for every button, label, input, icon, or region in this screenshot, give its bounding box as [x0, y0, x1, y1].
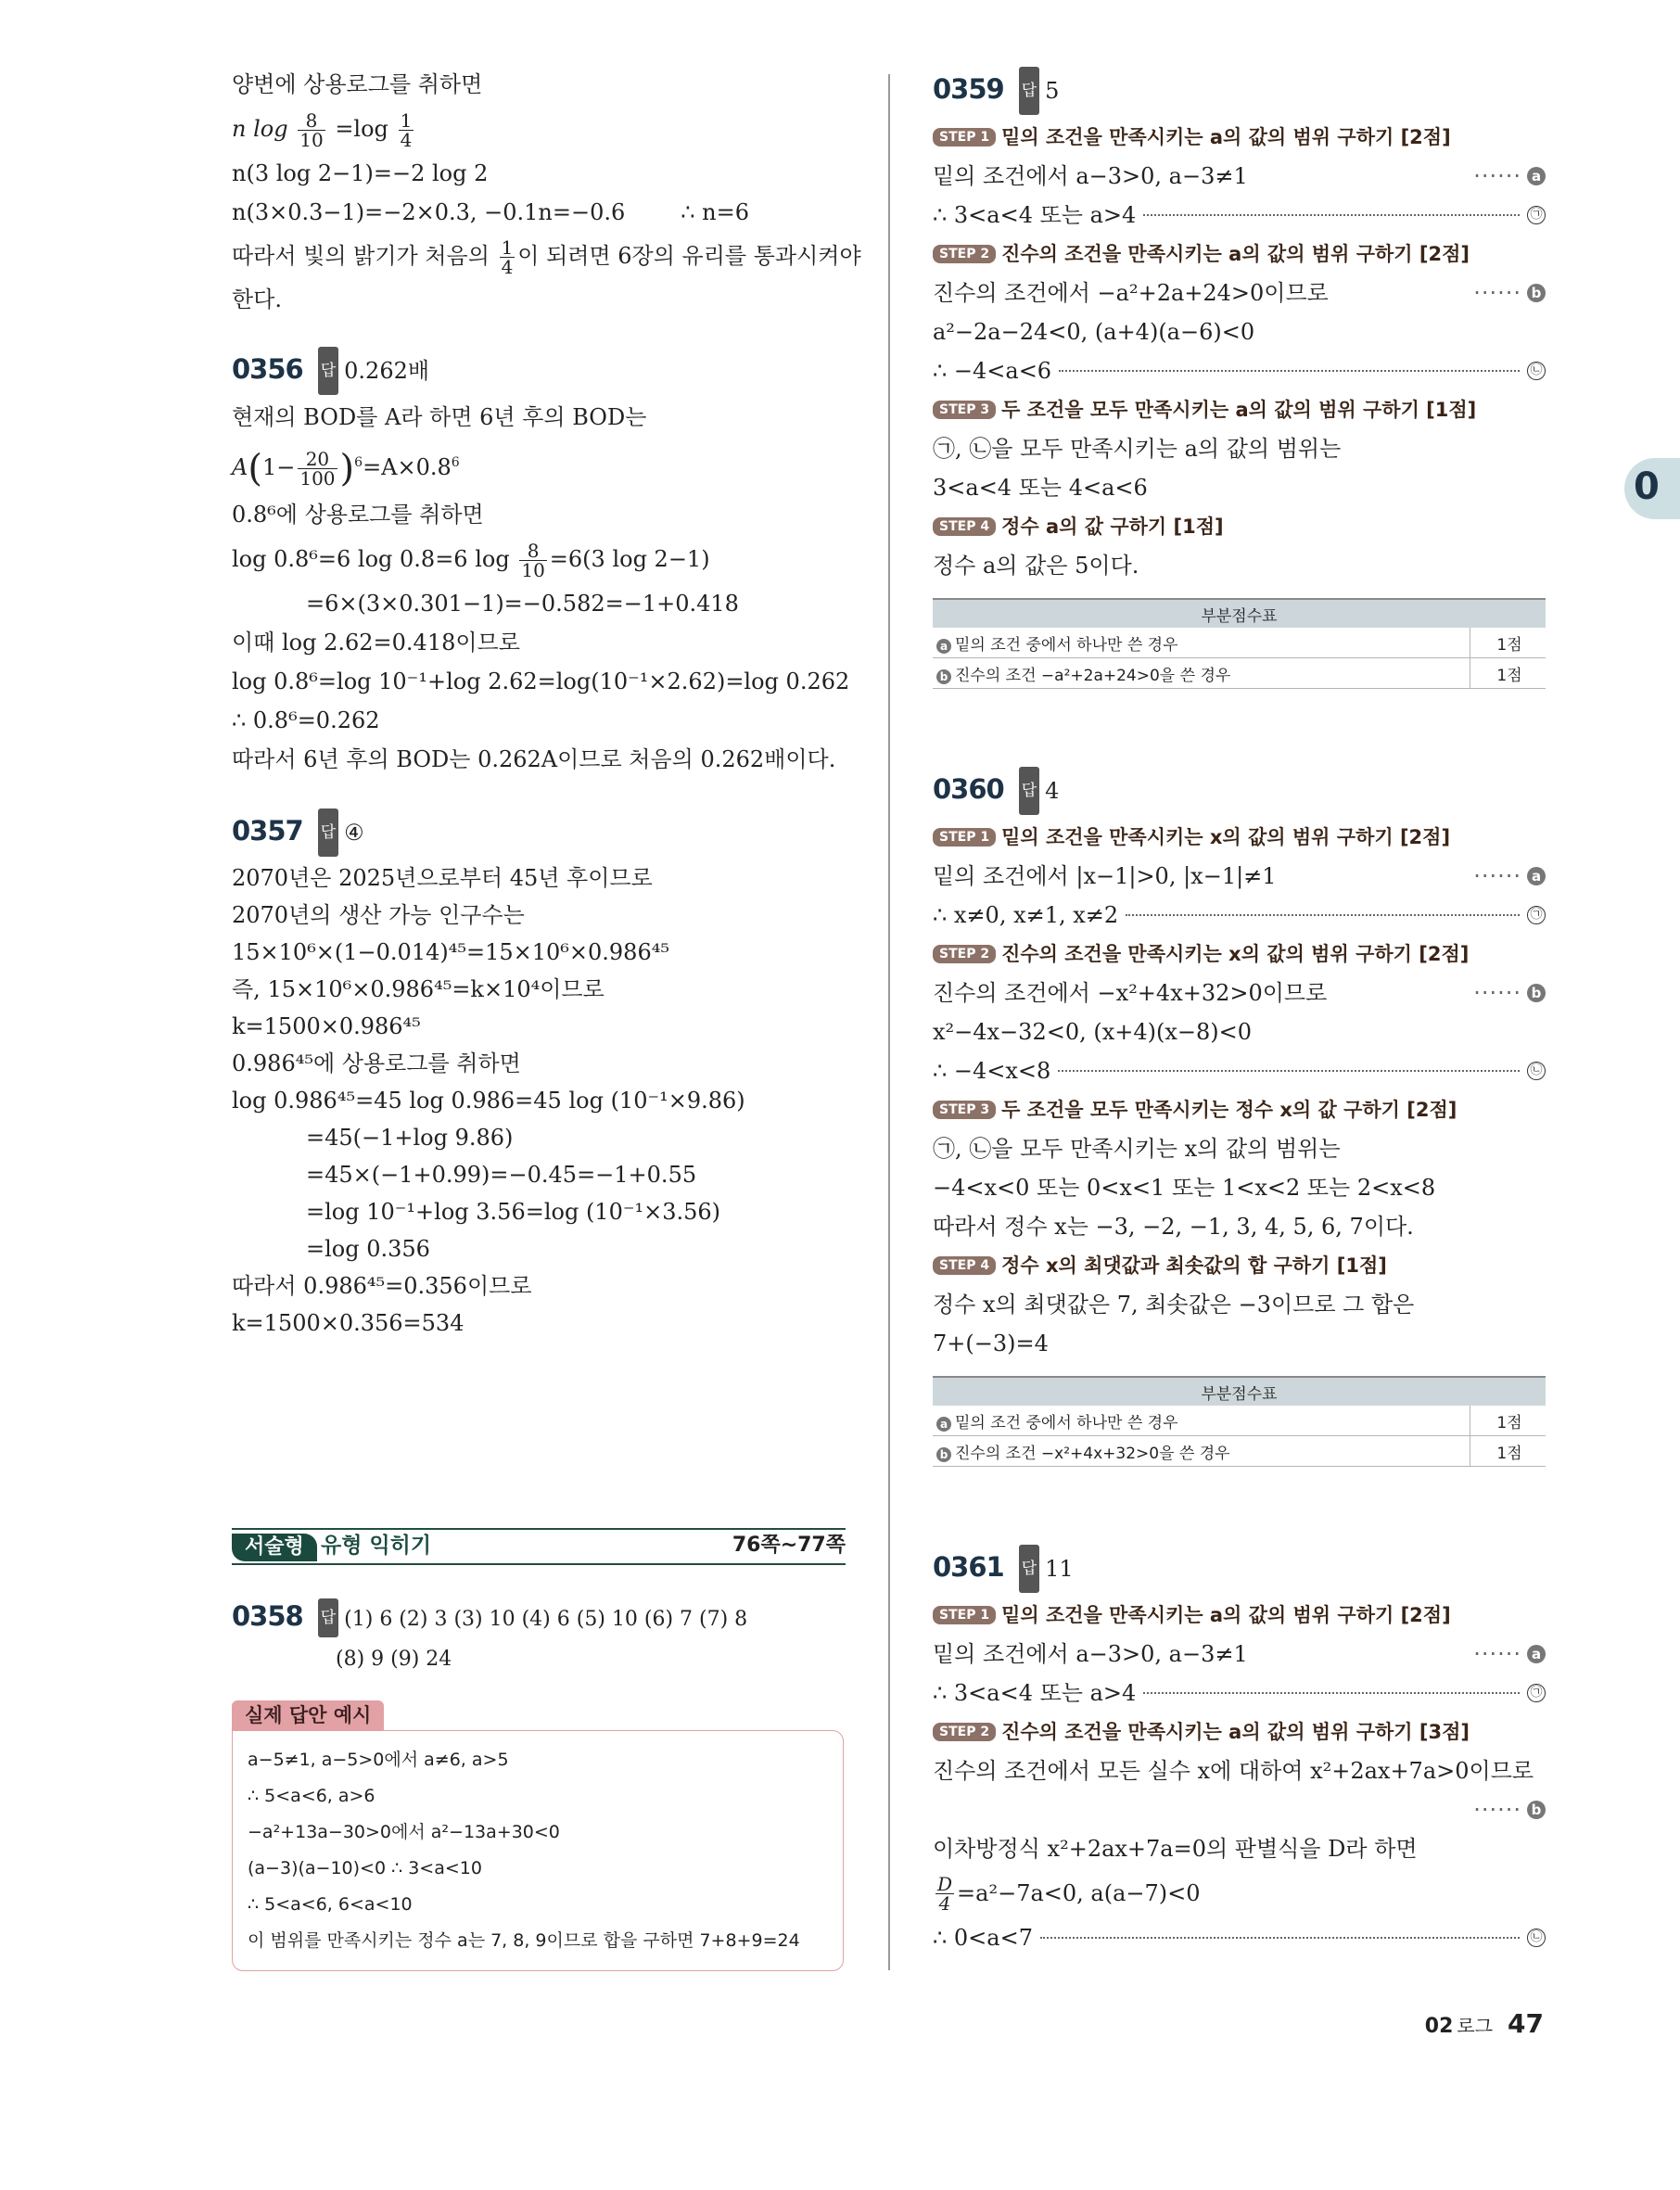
text-line: 2070년은 2025년으로부터 45년 후이므로 [232, 864, 653, 891]
score-marker-a: a [1527, 867, 1546, 885]
partial-score-table [933, 598, 1546, 689]
step-heading: STEP 1 밑의 조건을 만족시키는 a의 값의 범위 구하기 [2점] [933, 118, 1546, 157]
solution-line: 정수 a의 값은 5이다. [933, 553, 1139, 579]
solution-line: ∴ −4<x<8 ㉡ [933, 1051, 1546, 1090]
equation-line: ∴ 0.8⁶=0.262 [232, 707, 380, 733]
equation-line: =45×(−1+0.99)=−0.45=−1+0.55 [306, 1161, 697, 1188]
answer-badge: 답 [318, 809, 338, 857]
handwritten-line: a−5≠1, a−5>0에서 a≠6, a>5 [248, 1750, 509, 1770]
problem-header-0358 [232, 1597, 848, 1640]
table-header: 부분점수표 [933, 599, 1546, 628]
score-marker-b: b [1527, 984, 1546, 1002]
answer-value: 11 [1045, 1556, 1074, 1582]
text-line: 따라서 빛의 밝기가 처음의 $\frac{1}{4}$ 이 되려면 6장의 유리를 통과시켜야 [232, 236, 861, 278]
section-tag: 서술형 [232, 1534, 317, 1561]
solution-line: 밑의 조건에서 a−3>0, a−3≠1 ······ a [933, 157, 1546, 196]
problem-number: 0361 [933, 1551, 1004, 1583]
step-heading: STEP 2 진수의 조건을 만족시키는 a의 값의 범위 구하기 [3점] [933, 1713, 1546, 1751]
text-line: 0.8⁶에 상용로그를 취하면 [232, 501, 484, 528]
table-row: b 진수의 조건 −x²+4x+32>0을 쓴 경우 1점 [933, 1436, 1546, 1467]
table-row: a 밑의 조건 중에서 하나만 쓴 경우 1점 [933, 1406, 1546, 1436]
equation-line: =45(−1+log 9.86) [306, 1124, 514, 1151]
solution-line: x²−4x−32<0, (x+4)(x−8)<0 [933, 1019, 1253, 1045]
step-badge: STEP 4 [933, 1256, 996, 1275]
step-badge: STEP 1 [933, 828, 996, 847]
step-badge: STEP 2 [933, 945, 996, 963]
answer-badge: 답 [318, 347, 338, 395]
text-line: 이때 log 2.62=0.418이므로 [232, 629, 520, 656]
fraction: $\frac{20}{100}$ [299, 448, 336, 490]
equation-line: log 0.8⁶=log 10⁻¹+log 2.62=log(10⁻¹×2.62)=log 0.262 [232, 668, 850, 694]
problem-number: 0358 [232, 1600, 303, 1632]
equation-line: =log 10⁻¹+log 3.56=log (10⁻¹×3.56) [306, 1198, 721, 1225]
handwritten-line: 이 범위를 만족시키는 정수 a는 7, 8, 9이므로 합을 구하면 7+8+9=24 [248, 1930, 800, 1951]
solution-line: 3<a<4 또는 4<a<6 [933, 475, 1148, 501]
table-header: 부분점수표 [933, 1377, 1546, 1406]
text-line: 현재의 BOD를 A라 하면 6년 후의 BOD는 [232, 404, 647, 430]
answer-value: 4 [1045, 778, 1060, 804]
problem-header-0356 [232, 345, 848, 398]
step-badge: STEP 2 [933, 245, 996, 263]
circled-marker: ㉠ [1527, 206, 1546, 224]
solution-line: ∴ x≠0, x≠1, x≠2 ㉠ [933, 896, 1546, 935]
equation-line: =6×(3×0.301−1)=−0.582=−1+0.418 [306, 590, 739, 617]
step-badge: STEP 4 [933, 517, 996, 536]
solution-line: a²−2a−24<0, (a+4)(a−6)<0 [933, 319, 1255, 345]
equation-line: n log $\frac{8}{10}$ =log $\frac{1}{4}$ [232, 109, 413, 151]
solution-line: −4<x<0 또는 0<x<1 또는 1<x<2 또는 2<x<8 [933, 1175, 1436, 1201]
solution-line: ∴ 0<a<7 ㉡ [933, 1918, 1546, 1957]
solution-line: ∴ 3<a<4 또는 a>4 ㉠ [933, 1674, 1546, 1713]
sample-answer-box [232, 1730, 844, 1971]
fraction: $\frac{8}{10}$ [521, 539, 545, 581]
equation-line: =log 0.356 [306, 1235, 430, 1262]
equation-line: 15×10⁶×(1−0.014)⁴⁵=15×10⁶×0.986⁴⁵ [232, 938, 669, 965]
text-line: 양변에 상용로그를 취하면 [232, 71, 483, 97]
chapter-name: 로그 [1457, 2015, 1494, 2037]
circled-marker: ㉠ [1527, 1684, 1546, 1702]
problem-header-0357 [232, 807, 848, 859]
answer-badge: 답 [1019, 767, 1039, 815]
left-column [232, 65, 861, 1342]
partial-score-table [933, 1376, 1546, 1467]
step-heading: STEP 3 두 조건을 모두 만족시키는 정수 x의 값 구하기 [2점] [933, 1090, 1546, 1129]
solution-line: 정수 x의 최댓값은 7, 최솟값은 −3이므로 그 합은 [933, 1292, 1415, 1318]
handwritten-line: −a²+13a−30>0에서 a²−13a+30<0 [248, 1822, 560, 1842]
text-line: 따라서 6년 후의 BOD는 0.262A이므로 처음의 0.262배이다. [232, 745, 836, 772]
solution-line: $\frac{D}{4}$ =a²−7a<0, a(a−7)<0 [937, 1872, 1201, 1915]
step-heading: STEP 3 두 조건을 모두 만족시키는 a의 값의 범위 구하기 [1점] [933, 390, 1546, 429]
step-heading: STEP 2 진수의 조건을 만족시키는 a의 값의 범위 구하기 [2점] [933, 235, 1546, 274]
solution-line: 진수의 조건에서 모든 실수 x에 대하여 x²+2ax+7a>0이므로 [933, 1758, 1534, 1784]
solution-line: 따라서 정수 x는 −3, −2, −1, 3, 4, 5, 6, 7이다. [933, 1214, 1414, 1240]
page-number: 47 [1508, 2008, 1544, 2039]
handwritten-line: ∴ 5<a<6, a>6 [248, 1786, 375, 1806]
equation-line: k=1500×0.986⁴⁵ [232, 1012, 421, 1039]
equation-line: A(1− $\frac{20}{100}$ )$^6=A\times 0.8^6$ [232, 447, 460, 490]
solution-line: ㉠, ㉡을 모두 만족시키는 x의 값의 범위는 [933, 1136, 1341, 1162]
step-badge: STEP 3 [933, 401, 996, 419]
text-line: 2070년의 생산 가능 인구수는 [232, 901, 525, 928]
handwritten-line: ∴ 5<a<6, 6<a<10 [248, 1894, 413, 1915]
problem-number: 0357 [232, 814, 303, 847]
equation-line: n(3×0.3−1)=−2×0.3, −0.1n=−0.6 ∴ n=6 [232, 199, 749, 225]
answer-badge: 답 [1019, 1545, 1039, 1593]
equation-line: 즉, 15×10⁶×0.986⁴⁵=k×10⁴이므로 [232, 975, 605, 1002]
equation-line: k=1500×0.356=534 [232, 1309, 465, 1336]
solution-line: ∴ 3<a<4 또는 a>4 ㉠ [933, 196, 1546, 235]
circled-marker: ㉡ [1527, 1929, 1546, 1947]
problem-number: 0360 [933, 773, 1004, 805]
solution-line: 진수의 조건에서 −a²+2a+24>0이므로 ······ b [933, 274, 1546, 312]
answer-value: 0.262배 [344, 358, 430, 384]
sample-answer-label: 실제 답안 예시 [232, 1700, 384, 1730]
solution-line: 밑의 조건에서 a−3>0, a−3≠1 ······ a [933, 1635, 1546, 1674]
solution-line: ㉠, ㉡을 모두 만족시키는 a의 값의 범위는 [933, 436, 1342, 462]
section-title: 유형 익히기 [321, 1534, 432, 1558]
table-row: a 밑의 조건 중에서 하나만 쓴 경우 1점 [933, 628, 1546, 658]
step-heading: STEP 1 밑의 조건을 만족시키는 x의 값의 범위 구하기 [2점] [933, 818, 1546, 857]
score-marker-a: a [1527, 1645, 1546, 1663]
circled-marker: ㉡ [1527, 1062, 1546, 1080]
problem-0358 [232, 1597, 848, 1679]
chapter-number: 02 [1424, 2015, 1454, 2038]
page-footer [1425, 2008, 1544, 2039]
step-heading: STEP 1 밑의 조건을 만족시키는 a의 값의 범위 구하기 [2점] [933, 1596, 1546, 1635]
text-line: 따라서 0.986⁴⁵=0.356이므로 [232, 1272, 532, 1299]
equation-line: log 0.986⁴⁵=45 log 0.986=45 log (10⁻¹×9.86) [232, 1087, 745, 1114]
answer-badge: 답 [1019, 67, 1039, 115]
step-heading: STEP 4 정수 a의 값 구하기 [1점] [933, 507, 1546, 546]
section-pages: 76쪽~77쪽 [732, 1534, 846, 1557]
solution-line: 진수의 조건에서 −x²+4x+32>0이므로 ······ b [933, 974, 1546, 1012]
solution-line: 7+(−3)=4 [933, 1331, 1049, 1356]
solution-line: 이차방정식 x²+2ax+7a=0의 판별식을 D라 하면 [933, 1836, 1418, 1862]
score-marker-b: b [1527, 284, 1546, 302]
fraction: $\frac{1}{4}$ [501, 236, 514, 278]
fraction: $\frac{8}{10}$ [299, 109, 324, 151]
solution-line: ······ b [933, 1790, 1546, 1829]
step-badge: STEP 1 [933, 128, 996, 146]
circled-marker: ㉠ [1527, 906, 1546, 924]
problem-header-0361 [933, 1543, 1546, 1596]
equation-line: log 0.8⁶=6 log 0.8=6 log $\frac{8}{10}$ =6(3 log 2−1) [232, 539, 710, 581]
fraction: $\frac{D}{4}$ [937, 1872, 953, 1915]
step-heading: STEP 2 진수의 조건을 만족시키는 x의 값의 범위 구하기 [2점] [933, 935, 1546, 974]
problem-header-0360 [933, 765, 1546, 818]
step-badge: STEP 2 [933, 1723, 996, 1741]
answer-value: (8) 9 (9) 24 [336, 1648, 452, 1671]
circled-marker: ㉡ [1527, 362, 1546, 380]
answer-value: 5 [1045, 78, 1060, 104]
answer-badge: 답 [318, 1598, 338, 1637]
solution-line: 밑의 조건에서 |x−1|>0, |x−1|≠1 ······ a [933, 857, 1546, 896]
step-badge: STEP 1 [933, 1606, 996, 1624]
right-column [933, 65, 1546, 1957]
step-heading: STEP 4 정수 x의 최댓값과 최솟값의 합 구하기 [1점] [933, 1246, 1546, 1285]
step-badge: STEP 3 [933, 1101, 996, 1119]
chapter-edge-tab: 0 [1624, 458, 1680, 519]
section-header [232, 1528, 846, 1565]
handwritten-line: (a−3)(a−10)<0 ∴ 3<a<10 [248, 1858, 482, 1878]
table-row: b 진수의 조건 −a²+2a+24>0을 쓴 경우 1점 [933, 658, 1546, 689]
solution-line: ∴ −4<a<6 ㉡ [933, 351, 1546, 390]
text-line: 0.986⁴⁵에 상용로그를 취하면 [232, 1050, 521, 1076]
score-marker-a: a [1527, 167, 1546, 185]
problem-number: 0356 [232, 353, 303, 385]
problem-number: 0359 [933, 73, 1004, 105]
text-line: 한다. [232, 286, 282, 312]
answer-value: ④ [344, 819, 364, 846]
score-marker-b: b [1527, 1801, 1546, 1819]
problem-header-0359 [933, 65, 1546, 118]
answer-value: (1) 6 (2) 3 (3) 10 (4) 6 (5) 10 (6) 7 (7) 8 [344, 1608, 748, 1631]
fraction: $\frac{1}{4}$ [400, 109, 413, 151]
equation-line: n(3 log 2−1)=−2 log 2 [232, 160, 489, 186]
column-divider [888, 74, 890, 1970]
